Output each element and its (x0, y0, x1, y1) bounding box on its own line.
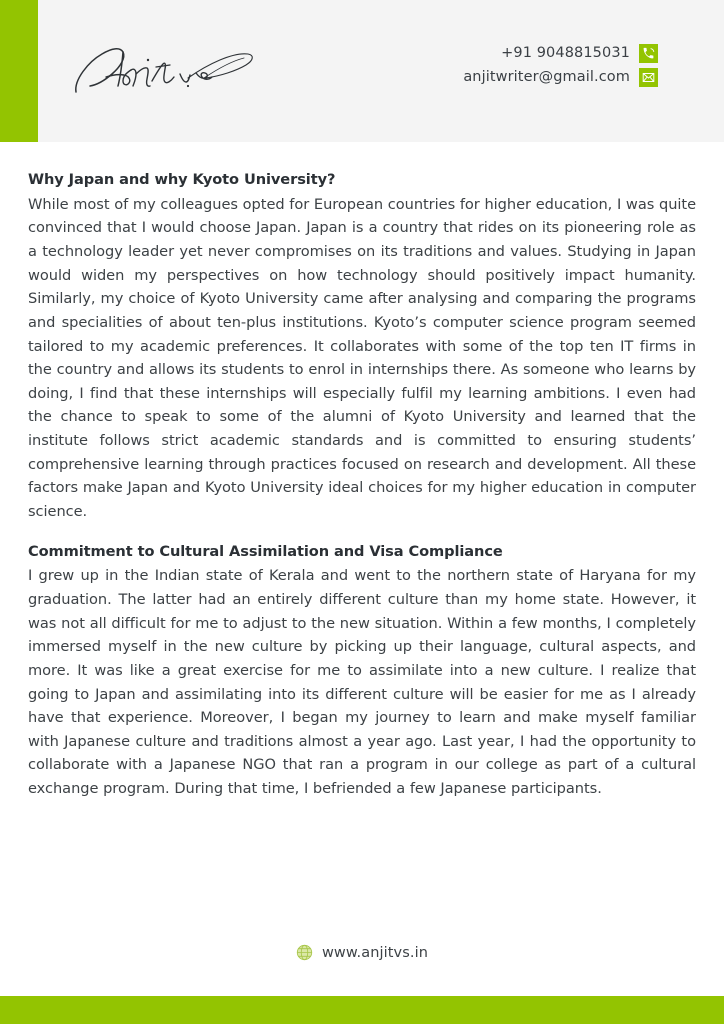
footer-website[interactable] (0, 944, 724, 961)
contact-email-row[interactable] (463, 68, 658, 87)
section-paragraph: I grew up in the Indian state of Kerala and went to the northern state of Haryana for my graduation. The latter had an entirely different culture than my home state. However, it was not all difficult for me to adjust to the new situation. Within a few months, I completely immersed myself in the new culture by picking up their language, cultural aspects, and more. It was like a great exercise for me to assimilate into a new culture. I realize that going to Japan and assimilating into its different culture will be easier for me as I already have that experience. Moreover, I began my journey to learn and make myself familiar with Japanese culture and traditions almost a year ago. Last year, I had the opportunity to collaborate with a Japanese NGO that ran a program in our college as part of a cultural exchange program. During that time, I befriended a few Japanese participants. (28, 567, 696, 798)
contact-phone-text: +91 9048815031 (501, 45, 630, 62)
document-section (28, 170, 696, 524)
section-heading: Commitment to Cultural Assimilation and Visa Compliance (28, 542, 503, 560)
globe-icon (296, 944, 313, 961)
document-section (28, 542, 696, 801)
phone-icon (639, 44, 658, 63)
header-accent-bar (0, 0, 38, 142)
contact-phone-row[interactable] (501, 44, 658, 63)
signature-flourish-icon (68, 34, 258, 106)
envelope-icon (639, 68, 658, 87)
page-header (0, 0, 724, 142)
contact-email-text: anjitwriter@gmail.com (463, 69, 630, 86)
page-body (0, 142, 724, 801)
footer-accent-bar (0, 996, 724, 1024)
section-heading: Why Japan and why Kyoto University? (28, 171, 336, 188)
signature-logo (68, 34, 258, 106)
footer-url-text: www.anjitvs.in (321, 944, 429, 961)
section-paragraph: While most of my colleagues opted for European countries for higher education, I was quite convinced that I would choose Japan. Japan is a country that rides on its pioneering role as a technology leader yet never compromises on its traditions and values. Studying in Japan would widen my perspectives on how technology should positively impact humanity. Similarly, my choice of Kyoto University came after analysing and comparing the programs and specialities of about ten-plus institutions. Kyoto’s computer science program seemed tailored to my academic preferences. It collaborates with some of the top ten IT firms in the country and allows its students to enrol in internships there. As someone who learns by doing, I find that these internships will especially fulfil my learning ambitions. I even had the chance to speak to some of the alumni of Kyoto University and learned that the institute follows strict academic standards and is committed to ensuring students’ comprehensive learning through practices focused on research and development. All these factors make Japan and Kyoto University ideal choices for my higher education in computer science. (28, 195, 696, 521)
document-content (0, 142, 724, 801)
contact-block (463, 44, 658, 87)
